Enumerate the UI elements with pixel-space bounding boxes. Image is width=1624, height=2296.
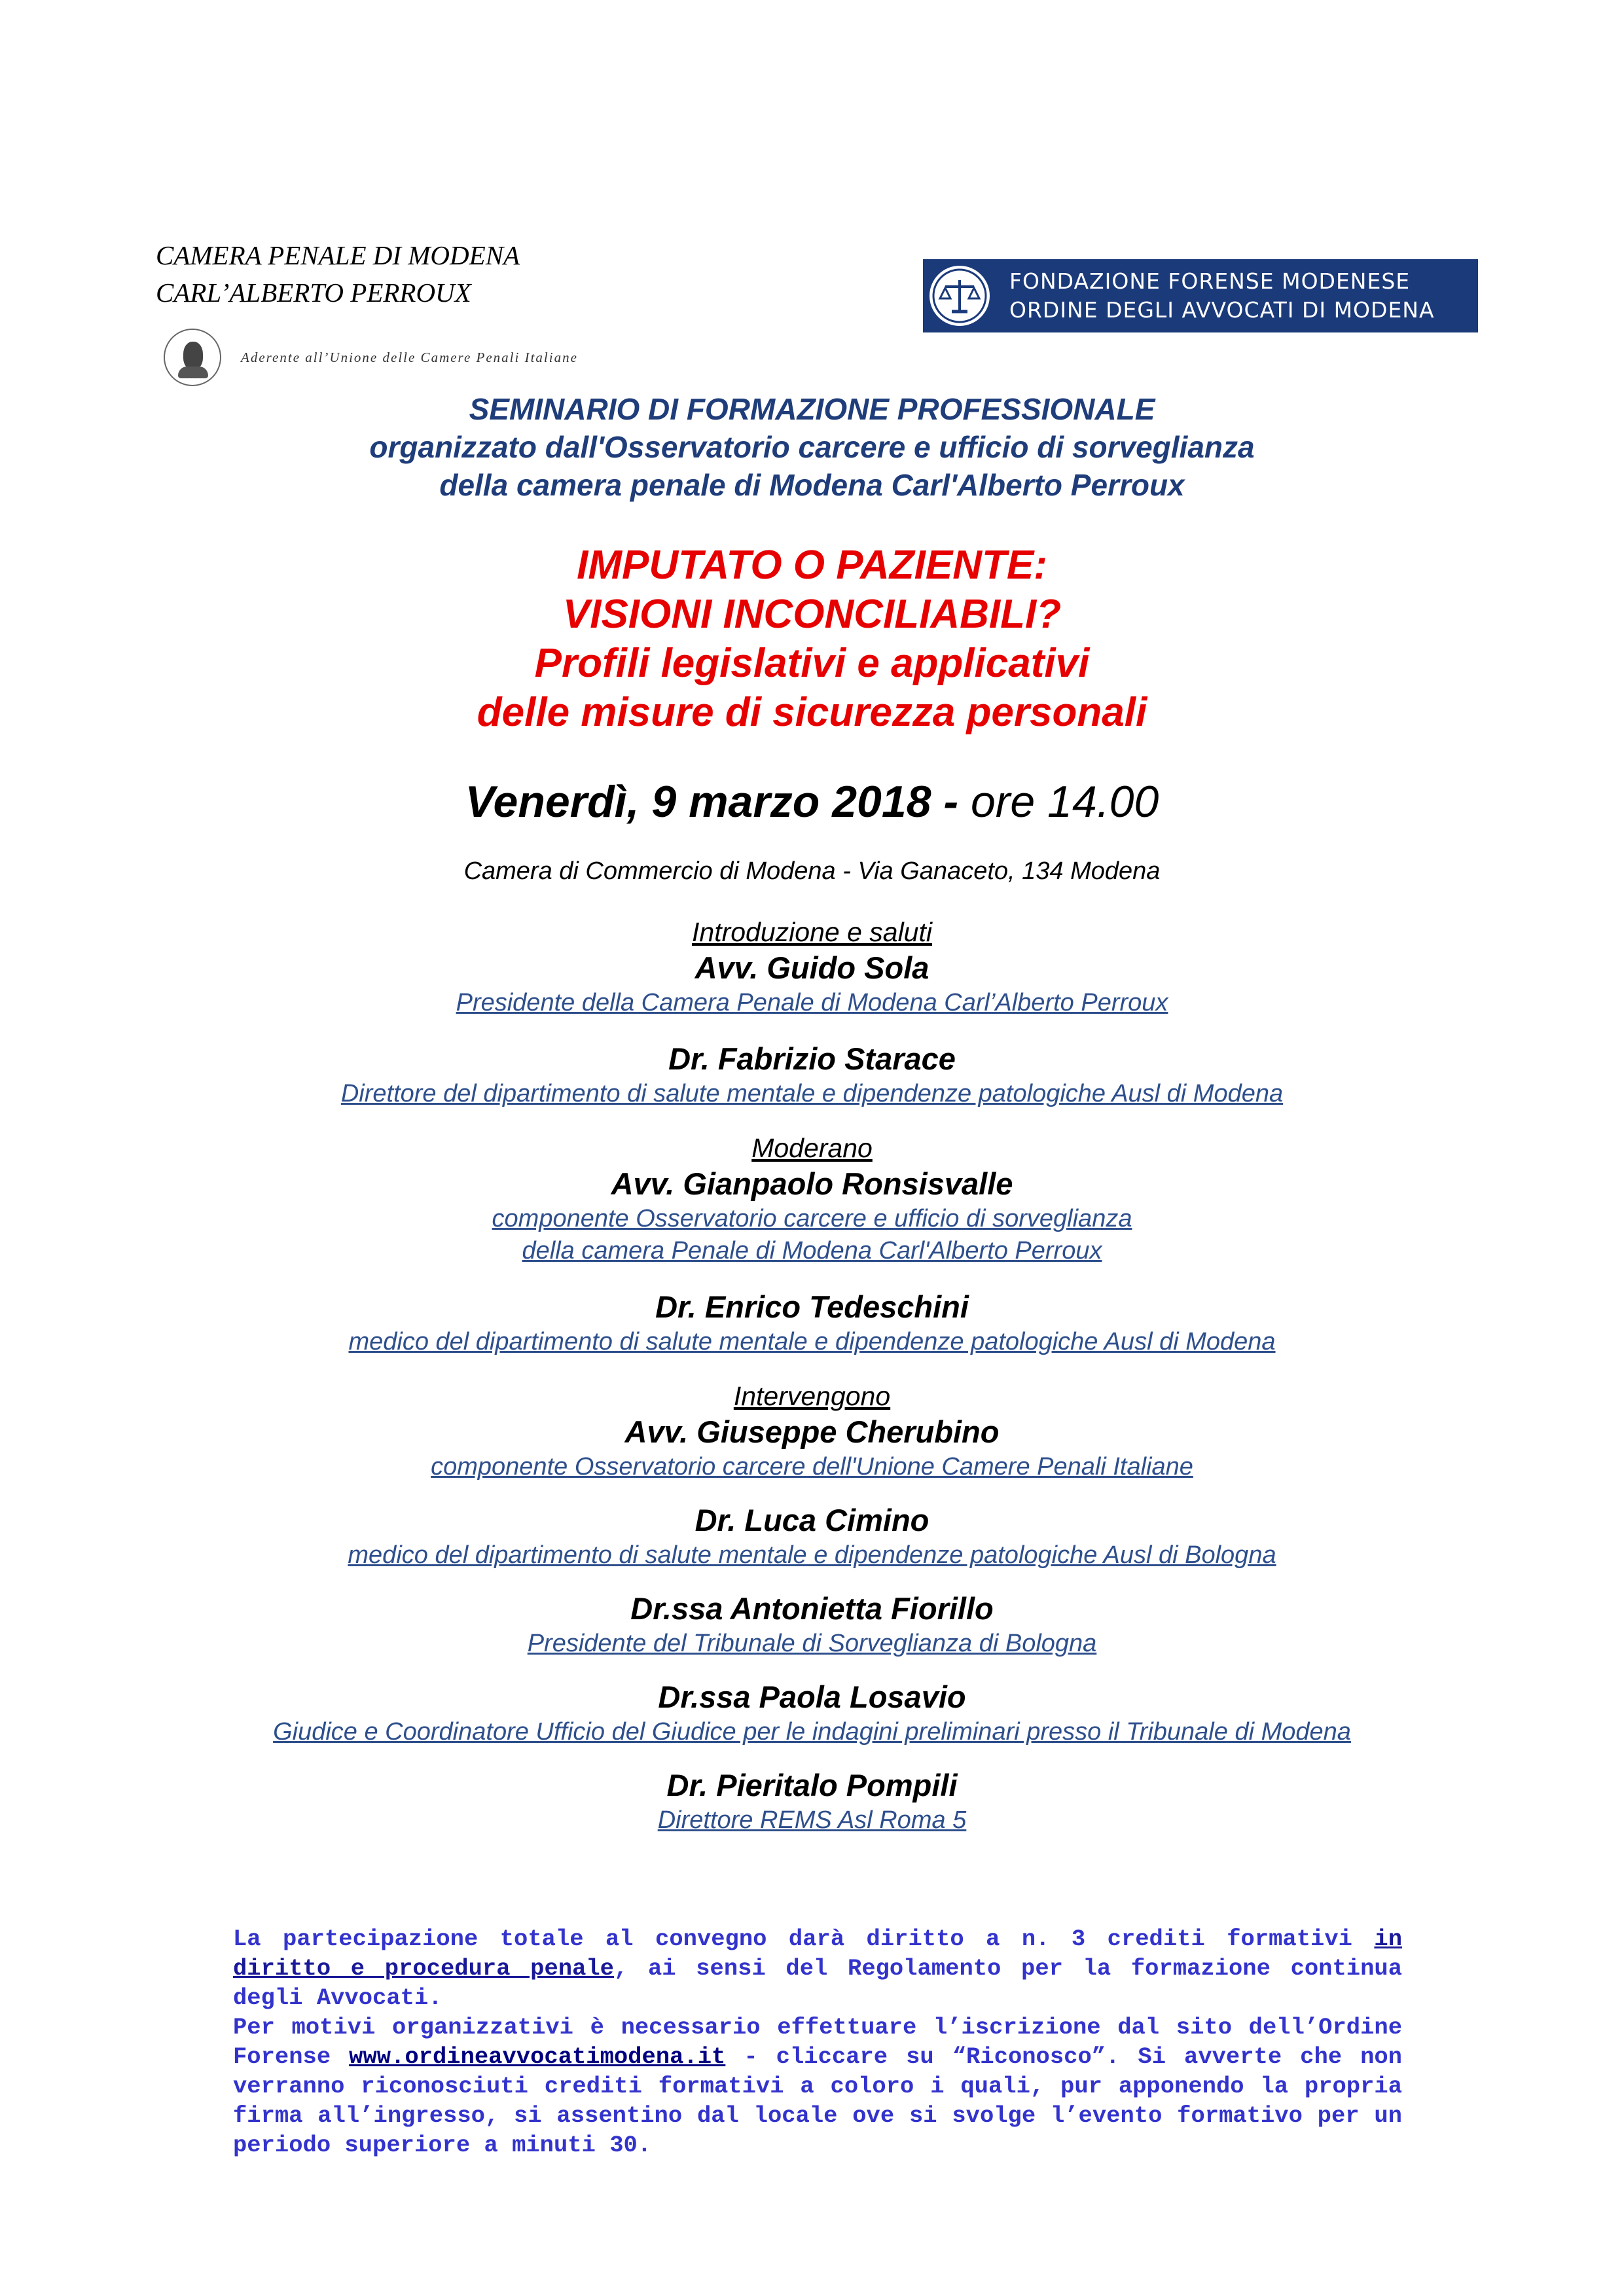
logo-line-1: FONDAZIONE FORENSE MODENESE <box>1009 268 1411 294</box>
speaker-role: Presidente del Tribunale di Sorveglianza di Bologna <box>527 1630 1097 1657</box>
event-time: ore 14.00 <box>970 777 1159 827</box>
speaker-role: componente Osservatorio carcere dell'Unione Camere Penali Italiane <box>431 1453 1193 1480</box>
adherent-row <box>164 327 578 387</box>
speakers-label: Intervengono <box>733 1381 891 1411</box>
moderators-label: Moderano <box>751 1133 873 1163</box>
credits-subject-link: in diritto e procedura penale <box>233 1926 1402 1982</box>
speaker-name: Avv. Guido Sola <box>695 950 929 985</box>
scales-of-justice-icon <box>929 266 990 326</box>
event-title <box>0 541 1624 737</box>
registration-paragraph: Per motivi organizzativi è necessario effettuare l’iscrizione dal sito dell’Ordine Forense www.ordineavvocatimodena.it - cliccare su “Riconosco”. Si avverte che non verranno riconosciuti crediti formativi a coloro i quali, pur apponendo la propria firma all’ingresso, si assentino dal locale ove si svolge l’evento formativo per un periodo superiore a minuti 30. <box>233 2014 1402 2159</box>
credits-notice <box>233 1924 1402 2160</box>
speaker-role: medico del dipartimento di salute mentale e dipendenze patologiche Ausl di Modena <box>348 1328 1276 1355</box>
speaker-role: Presidente della Camera Penale di Modena Carl’Alberto Perroux <box>456 989 1168 1016</box>
event-date-day: Venerdì, 9 marzo 2018 - <box>465 777 959 827</box>
seminar-line-3: della camera penale di Modena Carl'Alberto Perroux <box>439 468 1185 502</box>
speaker-role: Giudice e Coordinatore Ufficio del Giudice per le indagini preliminari presso il Tribunale di Modena <box>273 1718 1351 1746</box>
camera-penale-seal-icon <box>164 329 221 386</box>
speaker-role-continued: della camera Penale di Modena Carl'Alberto Perroux <box>522 1237 1102 1265</box>
speaker-role: Direttore REMS Asl Roma 5 <box>657 1806 967 1834</box>
logo-line-2: ORDINE DEGLI AVVOCATI DI MODENA <box>1009 297 1435 323</box>
program <box>0 915 1624 1837</box>
fondazione-forense-logo <box>923 259 1478 332</box>
seminar-line-1: SEMINARIO DI FORMAZIONE PROFESSIONALE <box>469 392 1155 426</box>
speaker-role: componente Osservatorio carcere e ufficio di sorveglianza <box>492 1205 1132 1232</box>
speaker-name: Dr. Pieritalo Pompili <box>666 1768 958 1803</box>
adherent-text: Aderente all’Unione delle Camere Penali Italiane <box>241 349 578 365</box>
speaker-name: Dr. Fabrizio Starace <box>668 1041 956 1076</box>
title-line-1: IMPUTATO O PAZIENTE: <box>577 543 1047 588</box>
speaker-name: Dr.ssa Antonietta Fiorillo <box>630 1591 994 1626</box>
organizer-name: CAMERA PENALE DI MODENA <box>156 240 520 270</box>
speaker-name: Avv. Gianpaolo Ronsisvalle <box>611 1166 1013 1201</box>
seminar-heading <box>0 390 1624 504</box>
intro-label: Introduzione e saluti <box>692 917 932 947</box>
title-line-3: Profili legislativi e applicativi <box>534 641 1090 686</box>
speaker-name: Dr. Luca Cimino <box>695 1503 929 1537</box>
ordine-website-link[interactable]: www.ordineavvocatimodena.it <box>349 2043 726 2070</box>
title-line-2: VISIONI INCONCILIABILI? <box>562 592 1062 637</box>
speaker-role: Direttore del dipartimento di salute mentale e dipendenze patologiche Ausl di Modena <box>340 1080 1284 1107</box>
speaker-name: Avv. Giuseppe Cherubino <box>624 1414 1000 1449</box>
title-line-4: delle misure di sicurezza personali <box>477 690 1147 735</box>
event-date <box>0 772 1624 831</box>
credits-paragraph: La partecipazione totale al convegno darà diritto a n. 3 crediti formativi in diritto e procedura penale, ai sensi del Regolamento per la formazione continua degli Avvocati. <box>233 1926 1403 2011</box>
speaker-name: Dr. Enrico Tedeschini <box>655 1289 969 1324</box>
organizer-subtitle: CARL’ALBERTO PERROUX <box>156 278 471 308</box>
speaker-name: Dr.ssa Paola Losavio <box>658 1679 966 1714</box>
speaker-role: medico del dipartimento di salute mentale e dipendenze patologiche Ausl di Bologna <box>348 1541 1276 1569</box>
event-venue: Camera di Commercio di Modena - Via Ganaceto, 134 Modena <box>463 857 1161 885</box>
seminar-line-2: organizzato dall'Osservatorio carcere e ufficio di sorveglianza <box>369 430 1255 464</box>
organizer-heading <box>156 237 520 312</box>
